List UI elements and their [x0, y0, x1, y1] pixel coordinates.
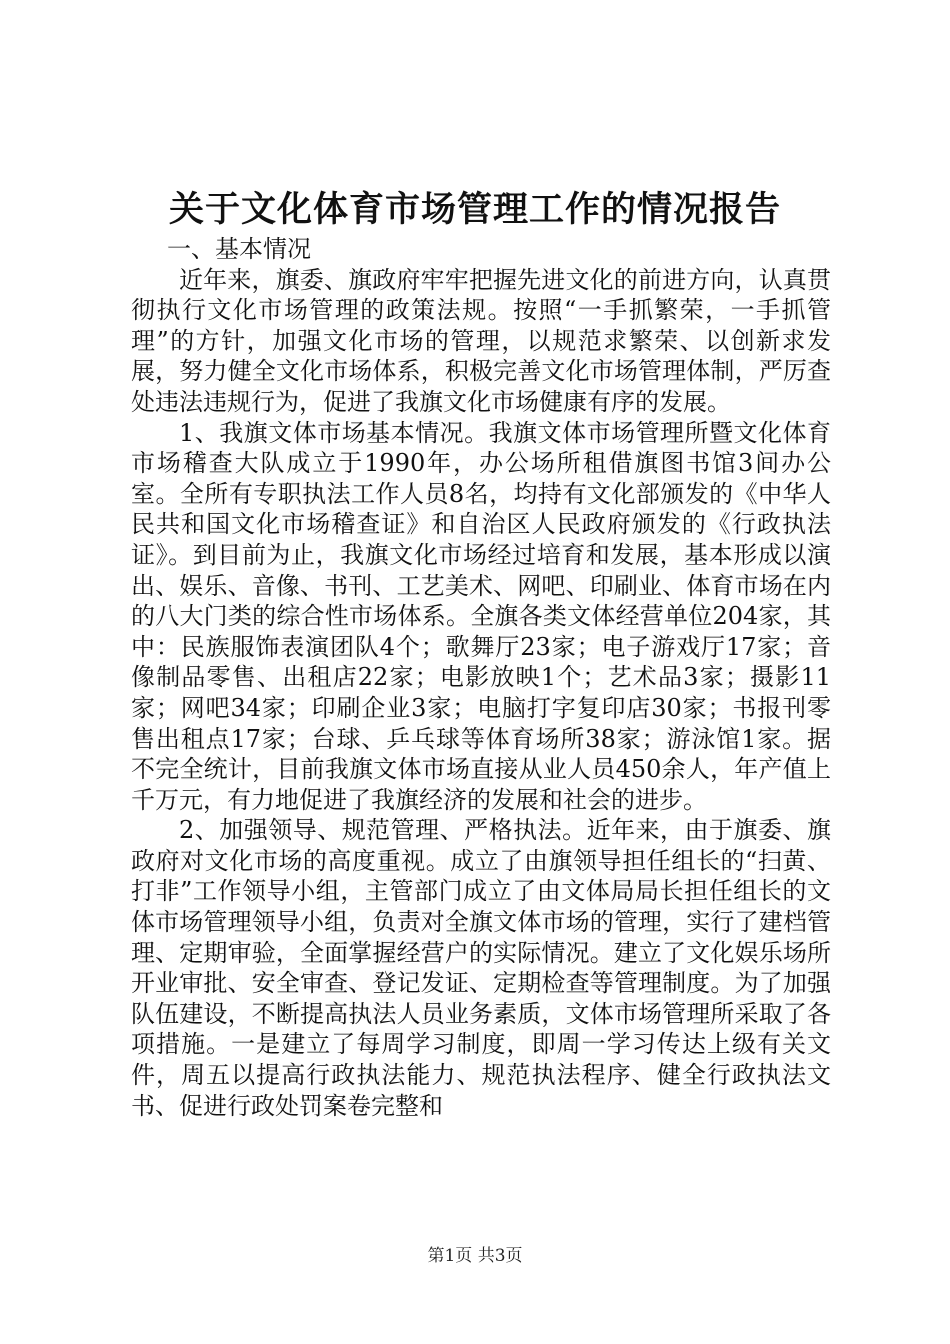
page-number-footer: 第1页 共3页 [427, 1246, 523, 1266]
document-title: 关于文化体育市场管理工作的情况报告 [168, 189, 781, 230]
paragraph-intro: 近年来，旗委、旗政府牢牢把握先进文化的前进方向，认真贯彻执行文化市场管理的政策法规。按照“一手抓繁荣，一手抓管理”的方针，加强文化市场的管理，以规范求繁荣、以创新求发展，努力健全文化市场体系，积极完善文化市场管理体制，严厉查处违法违规行为，促进了我旗文化市场健康有序的发展。 [131, 265, 831, 416]
section-heading: 一、基本情况 [167, 235, 311, 263]
document-body [131, 234, 831, 1121]
paragraph-leadership-management: 2、加强领导、规范管理、严格执法。近年来，由于旗委、旗政府对文化市场的高度重视。成立了由旗领导担任组长的“扫黄、打非”工作领导小组，主管部门成立了由文体局局长担任组长的文体市场管理领导小组，负责对全旗文体市场的管理，实行了建档管理、定期审验，全面掌握经营户的实际情况。建立了文化娱乐场所开业审批、安全审查、登记发证、定期检查等管理制度。为了加强队伍建设，不断提高执法人员业务素质，文体市场管理所采取了各项措施。一是建立了每周学习制度，即周一学习传达上级有关文件，周五以提高行政执法能力、规范执法程序、健全行政执法文书、促进行政处罚案卷完整和 [131, 816, 831, 1120]
paragraph-market-overview: 1、我旗文体市场基本情况。我旗文体市场管理所暨文化体育市场稽查大队成立于1990年，办公场所租借旗图书馆3间办公室。全所有专职执法工作人员8名，均持有文化部颁发的《中华人民共和国文化市场稽查证》和自治区人民政府颁发的《行政执法证》。到目前为止，我旗文化市场经过培育和发展，基本形成以演出、娱乐、音像、书刊、工艺美术、网吧、印刷业、体育市场在内的八大门类的综合性市场体系。全旗各类文体经营单位204家，其中：民族服饰表演团队4个；歌舞厅23家；电子游戏厅17家；音像制品零售、出租店22家；电影放映1个；艺术品3家；摄影11家；网吧34家；印刷企业3家；电脑打字复印店30家；书报刊零售出租点17家；台球、乒乓球等体育场所38家；游泳馆1家。据不完全统计，目前我旗文体市场直接从业人员450余人，年产值上千万元，有力地促进了我旗经济的发展和社会的进步。 [131, 418, 831, 814]
